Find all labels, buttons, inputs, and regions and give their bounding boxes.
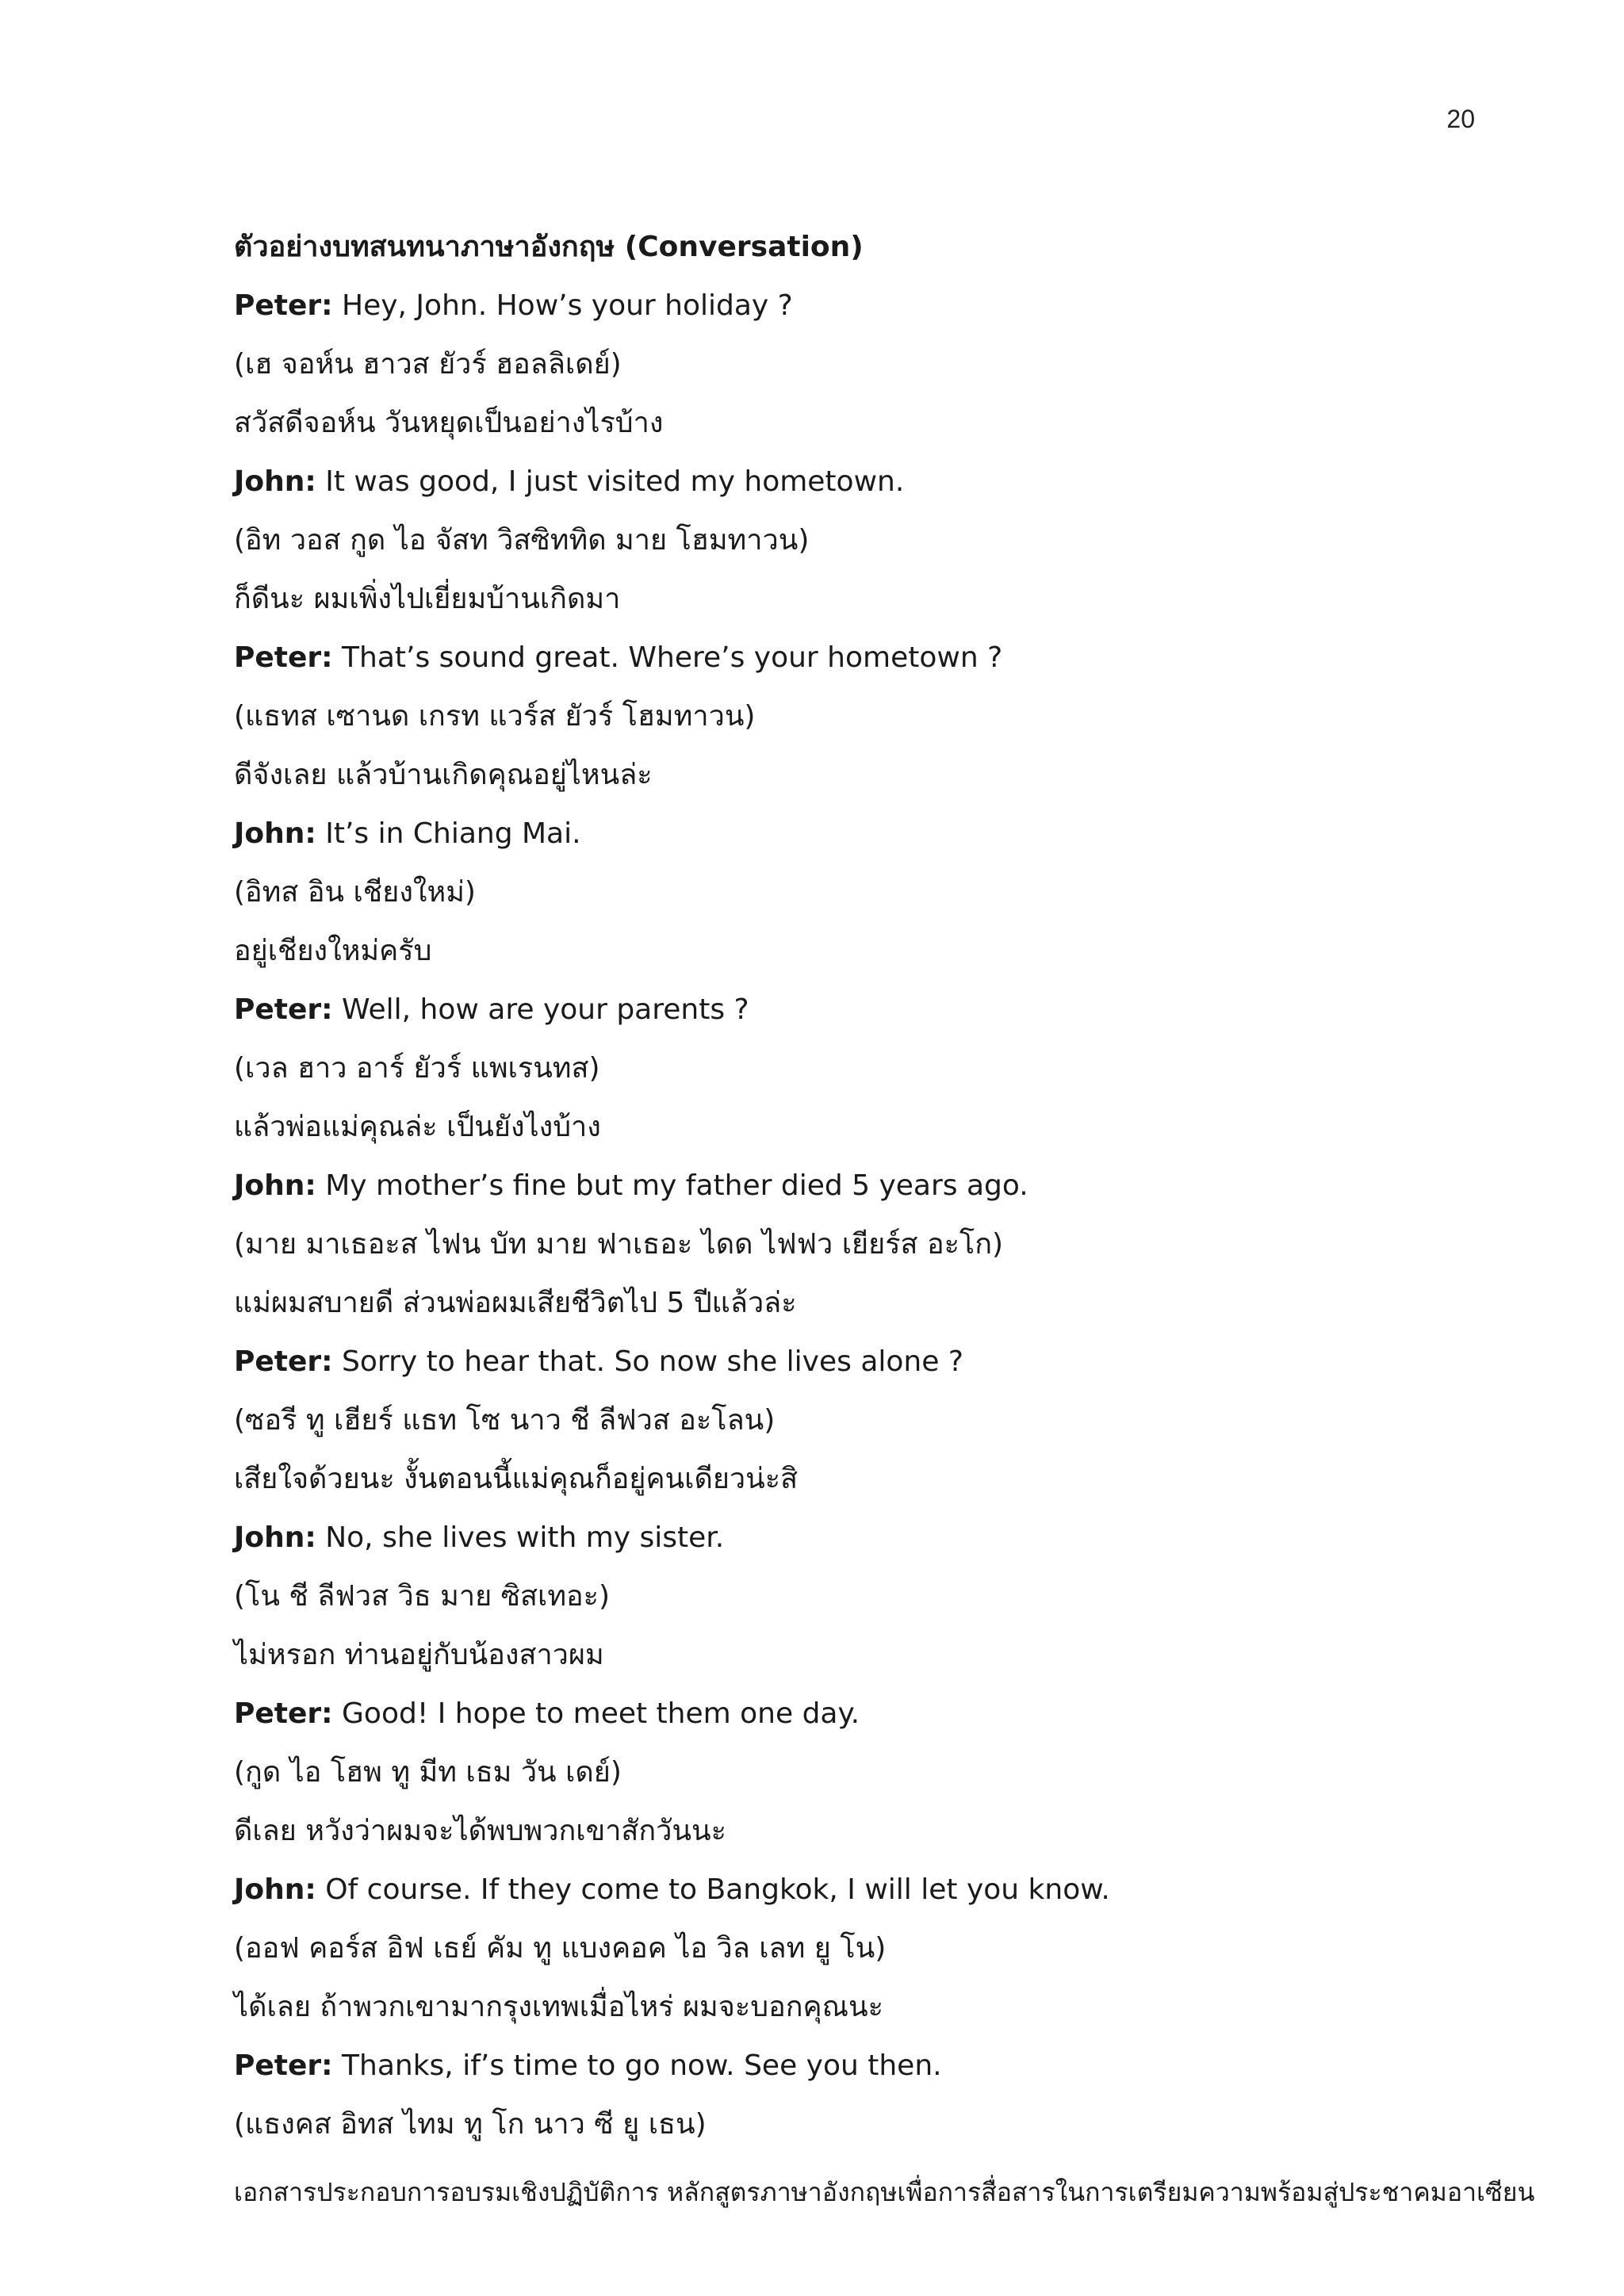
- line-text: (แธงคส อิทส ไทม ทู โก นาว ซี ยู เธน): [234, 2108, 707, 2141]
- translation-line: [234, 1215, 1503, 1274]
- translation-line: [234, 2095, 1503, 2154]
- line-text: ก็ดีนะ ผมเพิ่งไปเยี่ยมบ้านเกิดมา: [234, 583, 621, 615]
- translation-line: [234, 863, 1503, 922]
- dialogue-line: [234, 1157, 1503, 1215]
- speaker-name: John:: [234, 465, 316, 498]
- conversation-lines: [234, 277, 1503, 2154]
- line-text: Thanks, if’s time to go now. See you then.: [332, 2049, 942, 2082]
- translation-line: [234, 394, 1503, 453]
- translation-line: [234, 1450, 1503, 1509]
- line-text: (ออฟ คอร์ส อิฟ เธย์ คัม ทู แบงคอค ไอ วิล เลท ยู โน): [234, 1932, 887, 1965]
- line-text: ไม่หรอก ท่านอยู่กับน้องสาวผม: [234, 1639, 604, 1671]
- translation-line: [234, 1626, 1503, 1685]
- line-text: That’s sound great. Where’s your hometown ?: [332, 641, 1003, 674]
- line-text: Well, how are your parents ?: [332, 993, 749, 1026]
- translation-line: [234, 570, 1503, 629]
- speaker-name: John:: [234, 1873, 316, 1906]
- line-text: (อิทส อิน เชียงใหม่): [234, 876, 476, 909]
- speaker-name: Peter:: [234, 993, 333, 1026]
- conversation-section: [234, 218, 1503, 2154]
- translation-line: [234, 1567, 1503, 1626]
- dialogue-line: [234, 1509, 1503, 1567]
- line-text: Of course. If they come to Bangkok, I will let you know.: [316, 1873, 1110, 1906]
- line-text: (มาย มาเธอะส ไฟน บัท มาย ฟาเธอะ ไดด ไฟฟว เยียร์ส อะโก): [234, 1228, 1004, 1261]
- page-number: 20: [1446, 105, 1475, 133]
- line-text: เสียใจด้วยนะ งั้นตอนนี้แม่คุณก็อยู่คนเดียวน่ะสิ: [234, 1463, 799, 1495]
- line-text: (อิท วอส กูด ไอ จัสท วิสซิททิด มาย โฮมทาวน): [234, 524, 810, 557]
- line-text: My mother’s fine but my father died 5 years ago.: [316, 1169, 1028, 1202]
- dialogue-line: [234, 2037, 1503, 2095]
- line-text: แล้วพ่อแม่คุณล่ะ เป็นยังไงบ้าง: [234, 1111, 601, 1143]
- line-text: ดีเลย หวังว่าผมจะได้พบพวกเขาสักวันนะ: [234, 1815, 726, 1847]
- translation-line: [234, 1391, 1503, 1450]
- speaker-name: Peter:: [234, 1697, 333, 1730]
- line-text: Good! I hope to meet them one day.: [332, 1697, 860, 1730]
- translation-line: [234, 1919, 1503, 1978]
- speaker-name: John:: [234, 817, 316, 850]
- translation-line: [234, 922, 1503, 981]
- line-text: สวัสดีจอห์น วันหยุดเป็นอย่างไรบ้าง: [234, 407, 664, 439]
- speaker-name: Peter:: [234, 1345, 333, 1378]
- line-text: (ซอรี ทู เฮียร์ แธท โซ นาว ชี ลีฟวส อะโลน): [234, 1404, 776, 1437]
- dialogue-line: [234, 277, 1503, 335]
- translation-line: [234, 511, 1503, 570]
- dialogue-line: [234, 1333, 1503, 1391]
- speaker-name: Peter:: [234, 289, 333, 322]
- line-text: Hey, John. How’s your holiday ?: [332, 289, 793, 322]
- line-text: (กูด ไอ โฮพ ทู มีท เธม วัน เดย์): [234, 1756, 622, 1789]
- page-footer: เอกสารประกอบการอบรมเชิงปฏิบัติการ หลักสูตรภาษาอังกฤษเพื่อการสื่อสารในการเตรียมความพร้อมสู่ประชาคมอาเซียน: [234, 2177, 1535, 2207]
- line-text: It’s in Chiang Mai.: [316, 817, 581, 850]
- translation-line: [234, 1274, 1503, 1333]
- line-text: (แธทส เซานด เกรท แวร์ส ยัวร์ โฮมทาวน): [234, 700, 756, 733]
- translation-line: [234, 1978, 1503, 2037]
- speaker-name: Peter:: [234, 2049, 333, 2082]
- dialogue-line: [234, 1685, 1503, 1743]
- speaker-name: Peter:: [234, 641, 333, 674]
- dialogue-line: [234, 1861, 1503, 1919]
- translation-line: [234, 746, 1503, 805]
- translation-line: [234, 1098, 1503, 1157]
- speaker-name: John:: [234, 1521, 316, 1554]
- dialogue-line: [234, 453, 1503, 511]
- dialogue-line: [234, 629, 1503, 687]
- line-text: No, she lives with my sister.: [316, 1521, 725, 1554]
- translation-line: [234, 1802, 1503, 1861]
- speaker-name: John:: [234, 1169, 316, 1202]
- translation-line: [234, 687, 1503, 746]
- line-text: ดีจังเลย แล้วบ้านเกิดคุณอยู่ไหนล่ะ: [234, 759, 653, 791]
- translation-line: [234, 335, 1503, 394]
- section-heading: ตัวอย่างบทสนทนาภาษาอังกฤษ (Conversation): [234, 231, 864, 263]
- dialogue-line: [234, 805, 1503, 863]
- line-text: ได้เลย ถ้าพวกเขามากรุงเทพเมื่อไหร่ ผมจะบอกคุณนะ: [234, 1991, 883, 2023]
- line-text: (เวล ฮาว อาร์ ยัวร์ แพเรนทส): [234, 1052, 600, 1085]
- translation-line: [234, 1039, 1503, 1098]
- translation-line: [234, 1743, 1503, 1802]
- line-text: (เฮ จอห์น ฮาวส ยัวร์ ฮอลลิเดย์): [234, 348, 622, 381]
- line-text: แม่ผมสบายดี ส่วนพ่อผมเสียชีวิตไป 5 ปีแล้วล่ะ: [234, 1287, 797, 1319]
- line-text: It was good, I just visited my hometown.: [316, 465, 905, 498]
- line-text: อยู่เชียงใหม่ครับ: [234, 935, 432, 967]
- line-text: Sorry to hear that. So now she lives alone ?: [332, 1345, 963, 1378]
- dialogue-line: [234, 981, 1503, 1039]
- line-text: (โน ชี ลีฟวส วิธ มาย ซิสเทอะ): [234, 1580, 611, 1613]
